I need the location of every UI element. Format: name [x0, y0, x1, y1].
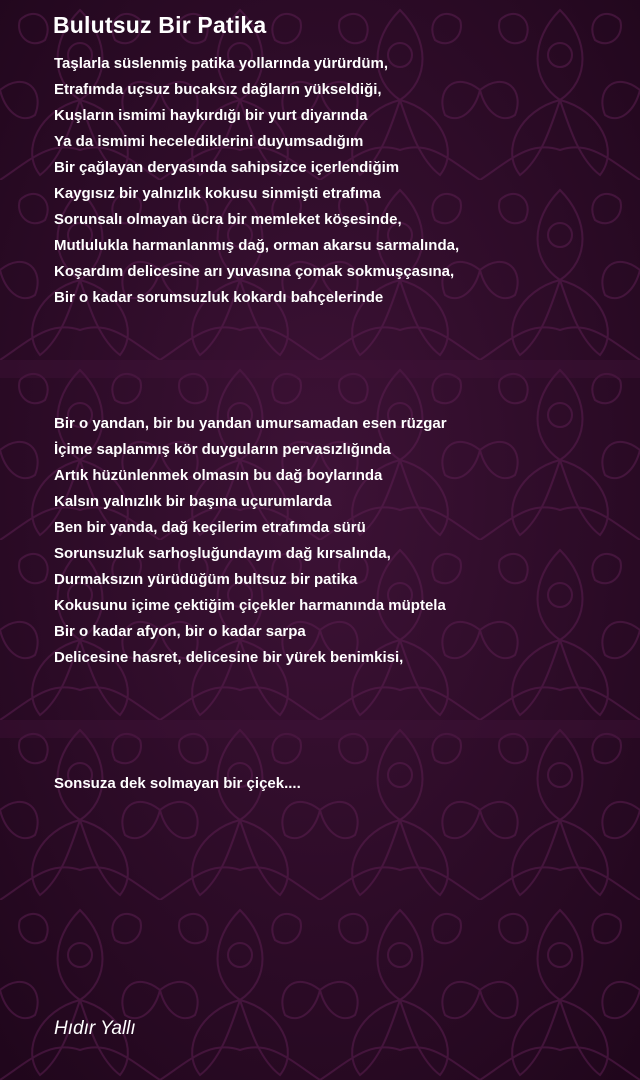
stanza-1: [54, 51, 459, 311]
poem-line: İçime saplanmış kör duyguların pervasızlığında: [54, 441, 391, 458]
poem-line: Ya da ismimi hecelediklerini duyumsadığım: [54, 133, 364, 150]
poem-line: Bir o kadar sorumsuzluk kokardı bahçelerinde: [54, 289, 384, 306]
poem-line: Sorunsalı olmayan ücra bir memleket köşesinde,: [54, 211, 402, 228]
poem-line: Ben bir yanda, dağ keçilerim etrafımda sürü: [54, 519, 366, 536]
poem-line: Bir çağlayan deryasında sahipsizce içerlendiğim: [54, 159, 400, 176]
stanza-2: [54, 411, 447, 671]
poem-title: Bulutsuz Bir Patika: [53, 12, 267, 38]
poem-line: Durmaksızın yürüdüğüm bultsuz bir patika: [54, 571, 358, 588]
poem-line: Bir o kadar afyon, bir o kadar sarpa: [54, 623, 306, 640]
poem-line: Kalsın yalnızlık bir başına uçurumlarda: [54, 493, 332, 510]
poem-line: Delicesine hasret, delicesine bir yürek benimkisi,: [54, 649, 404, 666]
poem-line: Taşlarla süslenmiş patika yollarında yürürdüm,: [54, 55, 389, 72]
poem-author: Hıdır Yallı: [54, 1018, 136, 1039]
poem-line: Artık hüzünlenmek olmasın bu dağ boylarında: [54, 467, 383, 484]
stanza-3: [54, 771, 301, 797]
poem-line: Bir o yandan, bir bu yandan umursamadan esen rüzgar: [54, 415, 447, 432]
poem-line: Sorunsuzluk sarhoşluğundayım dağ kırsalında,: [54, 545, 391, 562]
poem-line: Kaygısız bir yalnızlık kokusu sinmişti etrafıma: [54, 185, 381, 202]
poem-line: Mutlulukla harmanlanmış dağ, orman akarsu sarmalında,: [54, 237, 460, 254]
poem-line: Kokusunu içime çektiğim çiçekler harmanında müptela: [54, 597, 446, 614]
poem-line: Sonsuza dek solmayan bir çiçek....: [54, 775, 301, 792]
stanza-divider: [0, 360, 640, 378]
poem-line: Etrafımda uçsuz bucaksız dağların yükseldiği,: [54, 81, 382, 98]
poem-line: Koşardım delicesine arı yuvasına çomak sokmuşçasına,: [54, 263, 455, 280]
poem-line: Kuşların ismimi haykırdığı bir yurt diyarında: [54, 107, 368, 124]
stanza-divider: [0, 720, 640, 738]
